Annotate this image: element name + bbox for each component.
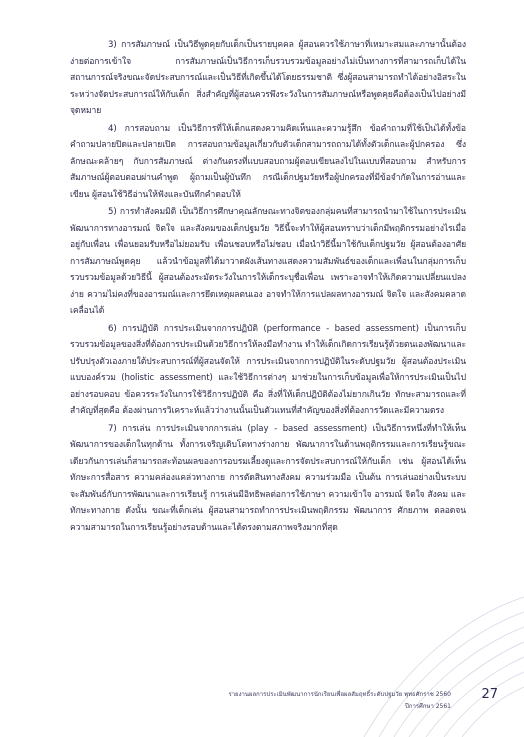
paragraph-play: 7) การเล่น การประเมินจากการเล่น (play - based assessment) เป็นวิธีการหนึ่งที่ทำให้เห็นพัฒนาการของเด็กในทุกด้าน ทั้งการเจริญเติบโตทางร่างกาย พัฒนาการในด้านพฤติกรรมและการเรียนรู้ขณะเดียวกันการเล่นก็สามารถสะท้อนผลของการอบรมเลี้ยงดูและการจัดประสบการณ์ให้กับเด็ก เช่น ผู้สอนได้เห็นทักษะการสื่อสาร ความคล่องแคล่วทางกาย การตัดสินทางสังคม ความร่วมมือ เป็นต้น การเล่นอย่างเป็นระบบจะสัมพันธ์กับการพัฒนาและการเรียนรู้ การเล่นมีอิทธิพลต่อการใช้ภาษา ความเข้าใจ อารมณ์ จิตใจ สังคม และทักษะทางกาย ดังนั้น ขณะที่เด็กเล่น ผู้สอนสามารถทำการประเมินพฤติกรรม พัฒนาการ ศักยภาพ ตลอดจนความสามารถในการเรียนรู้อย่างรอบด้านและได้ตรงตามสภาพจริงมากที่สุด	[70, 423, 466, 533]
page-footer	[0, 686, 524, 712]
paragraph-interview: 3) การสัมภาษณ์ เป็นวิธีพูดคุยกับเด็กเป็นรายบุคคล ผู้สอนควรใช้ภาษาที่เหมาะสมและภาษานั้นต้องง่ายต่อการเข้าใจ การสัมภาษณ์เป็นวิธีการเก็บรวบรวมข้อมูลอย่างไม่เป็นทางการที่สามารถเก็บได้ในสถานการณ์จริงขณะจัดประสบการณ์และเป็นวิธีที่เกิดขึ้นได้โดยธรรมชาติ ซึ่งผู้สอนสามารถทำได้อย่างอิสระในระหว่างจัดประสบการณ์ให้กับเด็ก สิ่งสำคัญที่ผู้สอนควรพึงระวังในการสัมภาษณ์หรือพูดคุยคือต้องเป็นไปอย่างมีจุดหมาย	[70, 40, 466, 116]
decorative-curves-icon	[344, 577, 524, 737]
paragraph-performance: 6) การปฏิบัติ การประเมินจากการปฏิบัติ (performance - based assessment) เป็นการเก็บรวบรวมข้อมูลของสิ่งที่ต้องการประเมินด้วยวิธีการให้ลงมือทำงาน ทำให้เด็กเกิดการเรียนรู้ด้วยตนเองพัฒนาและปรับปรุงตัวเองภายใต้ประสบการณ์ที่ผู้สอนจัดให้ การประเมินจากการปฏิบัติในระดับปฐมวัย ผู้สอนต้องประเมินแบบองค์รวม (holistic assessment) และใช้วิธีการต่างๆ มาช่วยในการเก็บข้อมูลเพื่อให้การประเมินเป็นไปอย่างรอบคอบ ข้อควรระวังในการใช้วิธีการปฏิบัติ คือ สิ่งที่ให้เด็กปฏิบัติต้องไม่ยากเกินวัย ทักษะสามารถและที่สำคัญที่สุดคือ ต้องผ่านการวิเคราะห์แล้วว่างานนั้นเป็นตัวแทนที่สำคัญของสิ่งที่ต้องการวัดและมีความตรง	[70, 323, 466, 416]
document-body	[70, 37, 466, 537]
paragraph-sociometry: 5) การทำสังคมมิติ เป็นวิธีการศึกษาคุณลักษณะทางจิตของกลุ่มคนที่สามารถนำมาใช้ในการประเมินพัฒนาการทางอารมณ์ จิตใจ และสังคมของเด็กปฐมวัย วิธีนี้จะทำให้ผู้สอนทราบว่าเด็กมีพฤติกรรมอย่างไรเมื่ออยู่กับเพื่อน เพื่อนยอมรับหรือไม่ยอมรับ เพื่อนชอบหรือไม่ชอบ เมื่อนำวิธีนี้มาใช้กับเด็กปฐมวัย ผู้สอนต้องอาศัยการสัมภาษณ์พูดคุย แล้วนำข้อมูลที่ได้มาวาดผังเส้นทางแสดงความสัมพันธ์ของเด็กและเพื่อนในกลุ่มการเก็บรวบรวมข้อมูลด้วยวิธีนี้ ผู้สอนต้องระมัดระวังในการให้เด็กระบุชื่อเพื่อน เพราะอาจทำให้เกิดความเปลี่ยนแปลงง่าย ความไม่คงที่ของอารมณ์และการยึดเหตุผลตนเอง อาจทำให้การแปลผลทางอารมณ์ จิตใจ และสังคมคลาดเคลื่อนได้	[70, 207, 466, 316]
paragraph-questionnaire: 4) การสอบถาม เป็นวิธีการที่ให้เด็กแสดงความคิดเห็นและความรู้สึก ข้อคำถามที่ใช้เป็นได้ทั้งข้อคำถามปลายปิดและปลายเปิด การสอบถามข้อมูลเกี่ยวกับตัวเด็กสามารถถามได้ทั้งตัวเด็กและผู้ปกครอง ซึ่งลักษณะคล้ายๆ กับการสัมภาษณ์ ต่างกันตรงที่แบบสอบถามผู้ตอบเขียนลงไปในแบบที่สอบถาม สำหรับการสัมภาษณ์ผู้ตอบตอบผ่านคำพูด ผู้ถามเป็นผู้บันทึก กรณีเด็กปฐมวัยหรือผู้ปกครองที่มีข้อจำกัดในการอ่านและเขียน ผู้สอนใช้วิธีอ่านให้ฟังและบันทึกคำตอบให้	[70, 123, 466, 200]
footer-report-title: รายงานผลการประเมินพัฒนาการนักเรียนเพื่อผลสัมฤทธิ์ระดับปฐมวัย พุทธศักราช 2560	[228, 691, 451, 698]
footer-academic-year: ปีการศึกษา 2561	[405, 703, 451, 710]
page-number: 27	[481, 687, 498, 702]
